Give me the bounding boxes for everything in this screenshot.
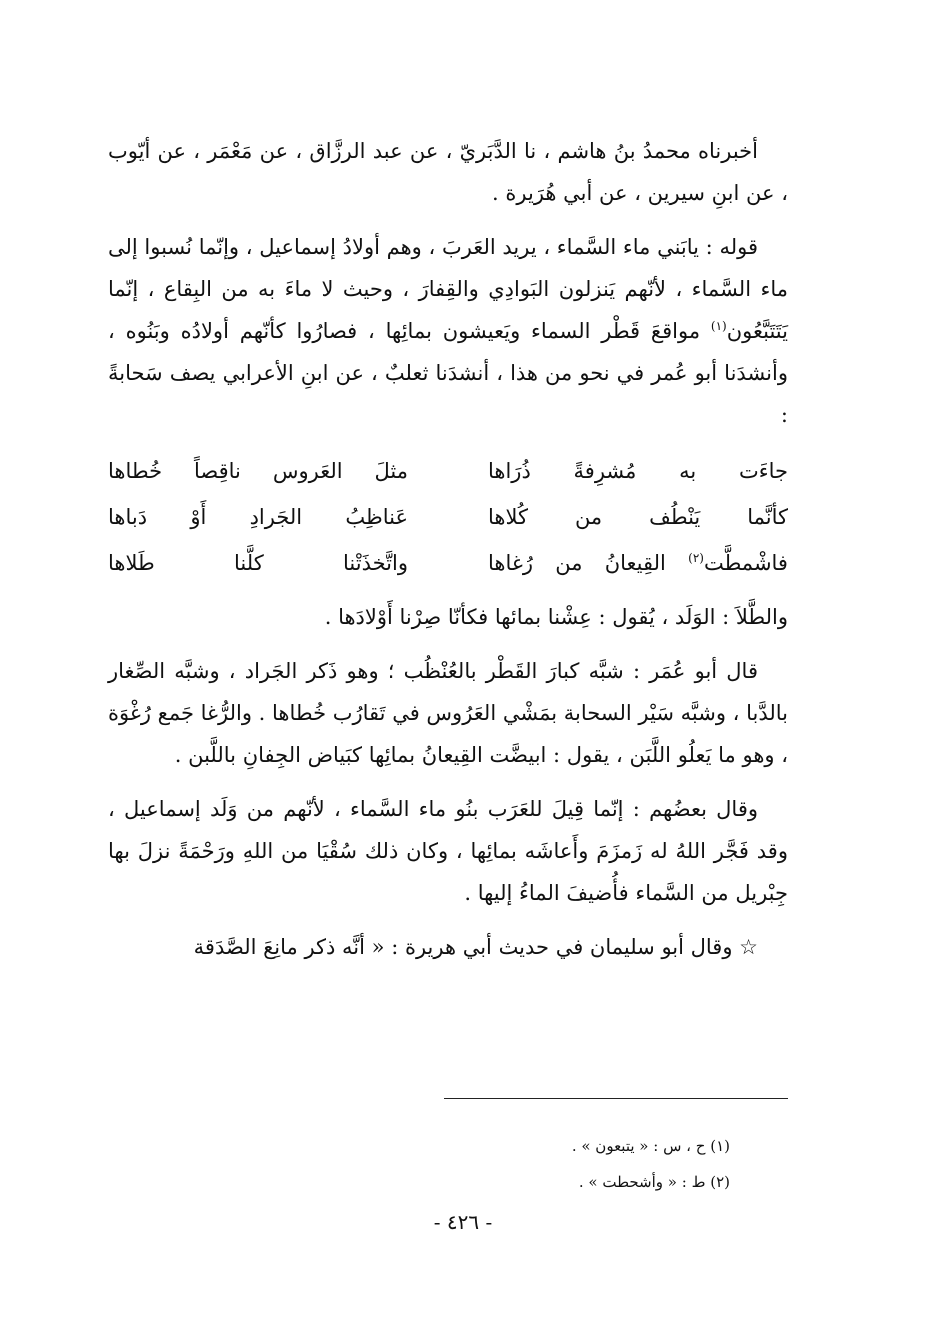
paragraph-explanation-cont: مواقعَ قَطْر السماء ويَعيشون بمائِها ، فصارُوا كأنّهم أولادُه وبَنُوه ، وأنشدَنا أبو عُمر في نحو من هذا ، أنشدَنا ثعلبٌ ، عن ابنِ الأعرابي يصف سَحابةً : (108, 319, 788, 427)
paragraph-isnad: أخبرناه محمدُ بنُ هاشم ، نا الدَّبَريّ ، عن عبد الرزَّاق ، عن مَعْمَر ، عن أيّوب ، عن ابنِ سيرين ، عن أبي هُرَيرة . (108, 139, 788, 205)
paragraph-gloss: والطَّلاَ : الوَلَد ، يُقول : عِشْنا بمائها فكأنّا صِرْنا أَوْلادَها . (324, 605, 788, 629)
verse-row (108, 540, 788, 586)
page-body (108, 130, 788, 980)
verse-word: فاشْمطَّت (703, 551, 788, 575)
verse-row (108, 494, 788, 540)
verse-first-hemistich: جاءَت به مُشرِفةً ذُرَاها (488, 459, 788, 483)
footnote-2: (٢) ط : « وأشحطت » . (578, 1173, 730, 1191)
paragraph-explanation-text: قوله : يابَني ماء السَّماء ، يريد العَربَ ، وهم أولادُ إسماعيل ، وإنّما نُسبوا إلى ماء السَّماء ، لأنّهم يَنزلون البَوادِي والقِفارَ ، وحيث لا ماءَ به من البِقاع ، إنّما يَتَتَبَّعُون (108, 235, 788, 343)
paragraph-explanation (108, 226, 788, 436)
footnote-ref-2[interactable]: (٢) (688, 551, 704, 565)
paragraph-new-entry: ☆ وقال أبو سليمان في حديث أبي هريرة : « أنَّه ذكر مانِعَ الصَّدَقة (193, 935, 758, 959)
footnote-divider (444, 1098, 788, 1099)
verse-second-hemistich: مثلَ العَروس ناقِصاً خُطاها (108, 459, 408, 483)
page-number: - ٤٢٦ - (433, 1210, 493, 1234)
verse-first-hemistich: كأنَّما يَنْطُف من كُلاها (488, 505, 788, 529)
verse-second-hemistich: واتَّخذَتْنا كلَّنا طَلاها (108, 551, 408, 575)
verse-first-hemistich (488, 540, 788, 586)
verse-word-cont: القِيعانُ من رُغاها (488, 551, 666, 575)
verse-row (108, 448, 788, 494)
footnotes (440, 1128, 730, 1200)
paragraph-other-opinion: وقال بعضُهم : إنّما قِيلَ للعَرَب بنُو ماء السَّماء ، لأنّهم من وَلَد إسماعيل ، وقد فَجَّر اللهُ له زَمزَمَ وأَعاشَه بمائِها ، وكان ذلك سُقْيَا من اللهِ ورَحْمَةً نزلَ بها جِبْريل من السَّماء فأُضيفَ الماءُ إليها . (108, 797, 788, 905)
verse-second-hemistich: عَناظِبُ الجَرادِ أَوْ دَباها (108, 505, 408, 529)
paragraph-abu-umar: قال أبو عُمَر : شبَّه كبارَ القَطْر بالعُنْظُب ؛ وهو ذَكر الجَراد ، وشبَّه الصِّغار بالدَّبا ، وشبَّه سَيْر السحابة بمَشْي العَرُوس في تَقارُب خُطاها . والرُّغا جَمع رُغْوَة ، وهو ما يَعلُو اللَّبَن ، يقول : ابيضَّت القِيعانُ بمائِها كبَياض الجِفانِ باللَّبن . (108, 659, 788, 767)
poem-verses (108, 448, 788, 586)
footnote-1: (١) ح ، س : « يتبعون » . (571, 1137, 730, 1155)
footnote-ref-1[interactable]: (١) (710, 319, 727, 333)
